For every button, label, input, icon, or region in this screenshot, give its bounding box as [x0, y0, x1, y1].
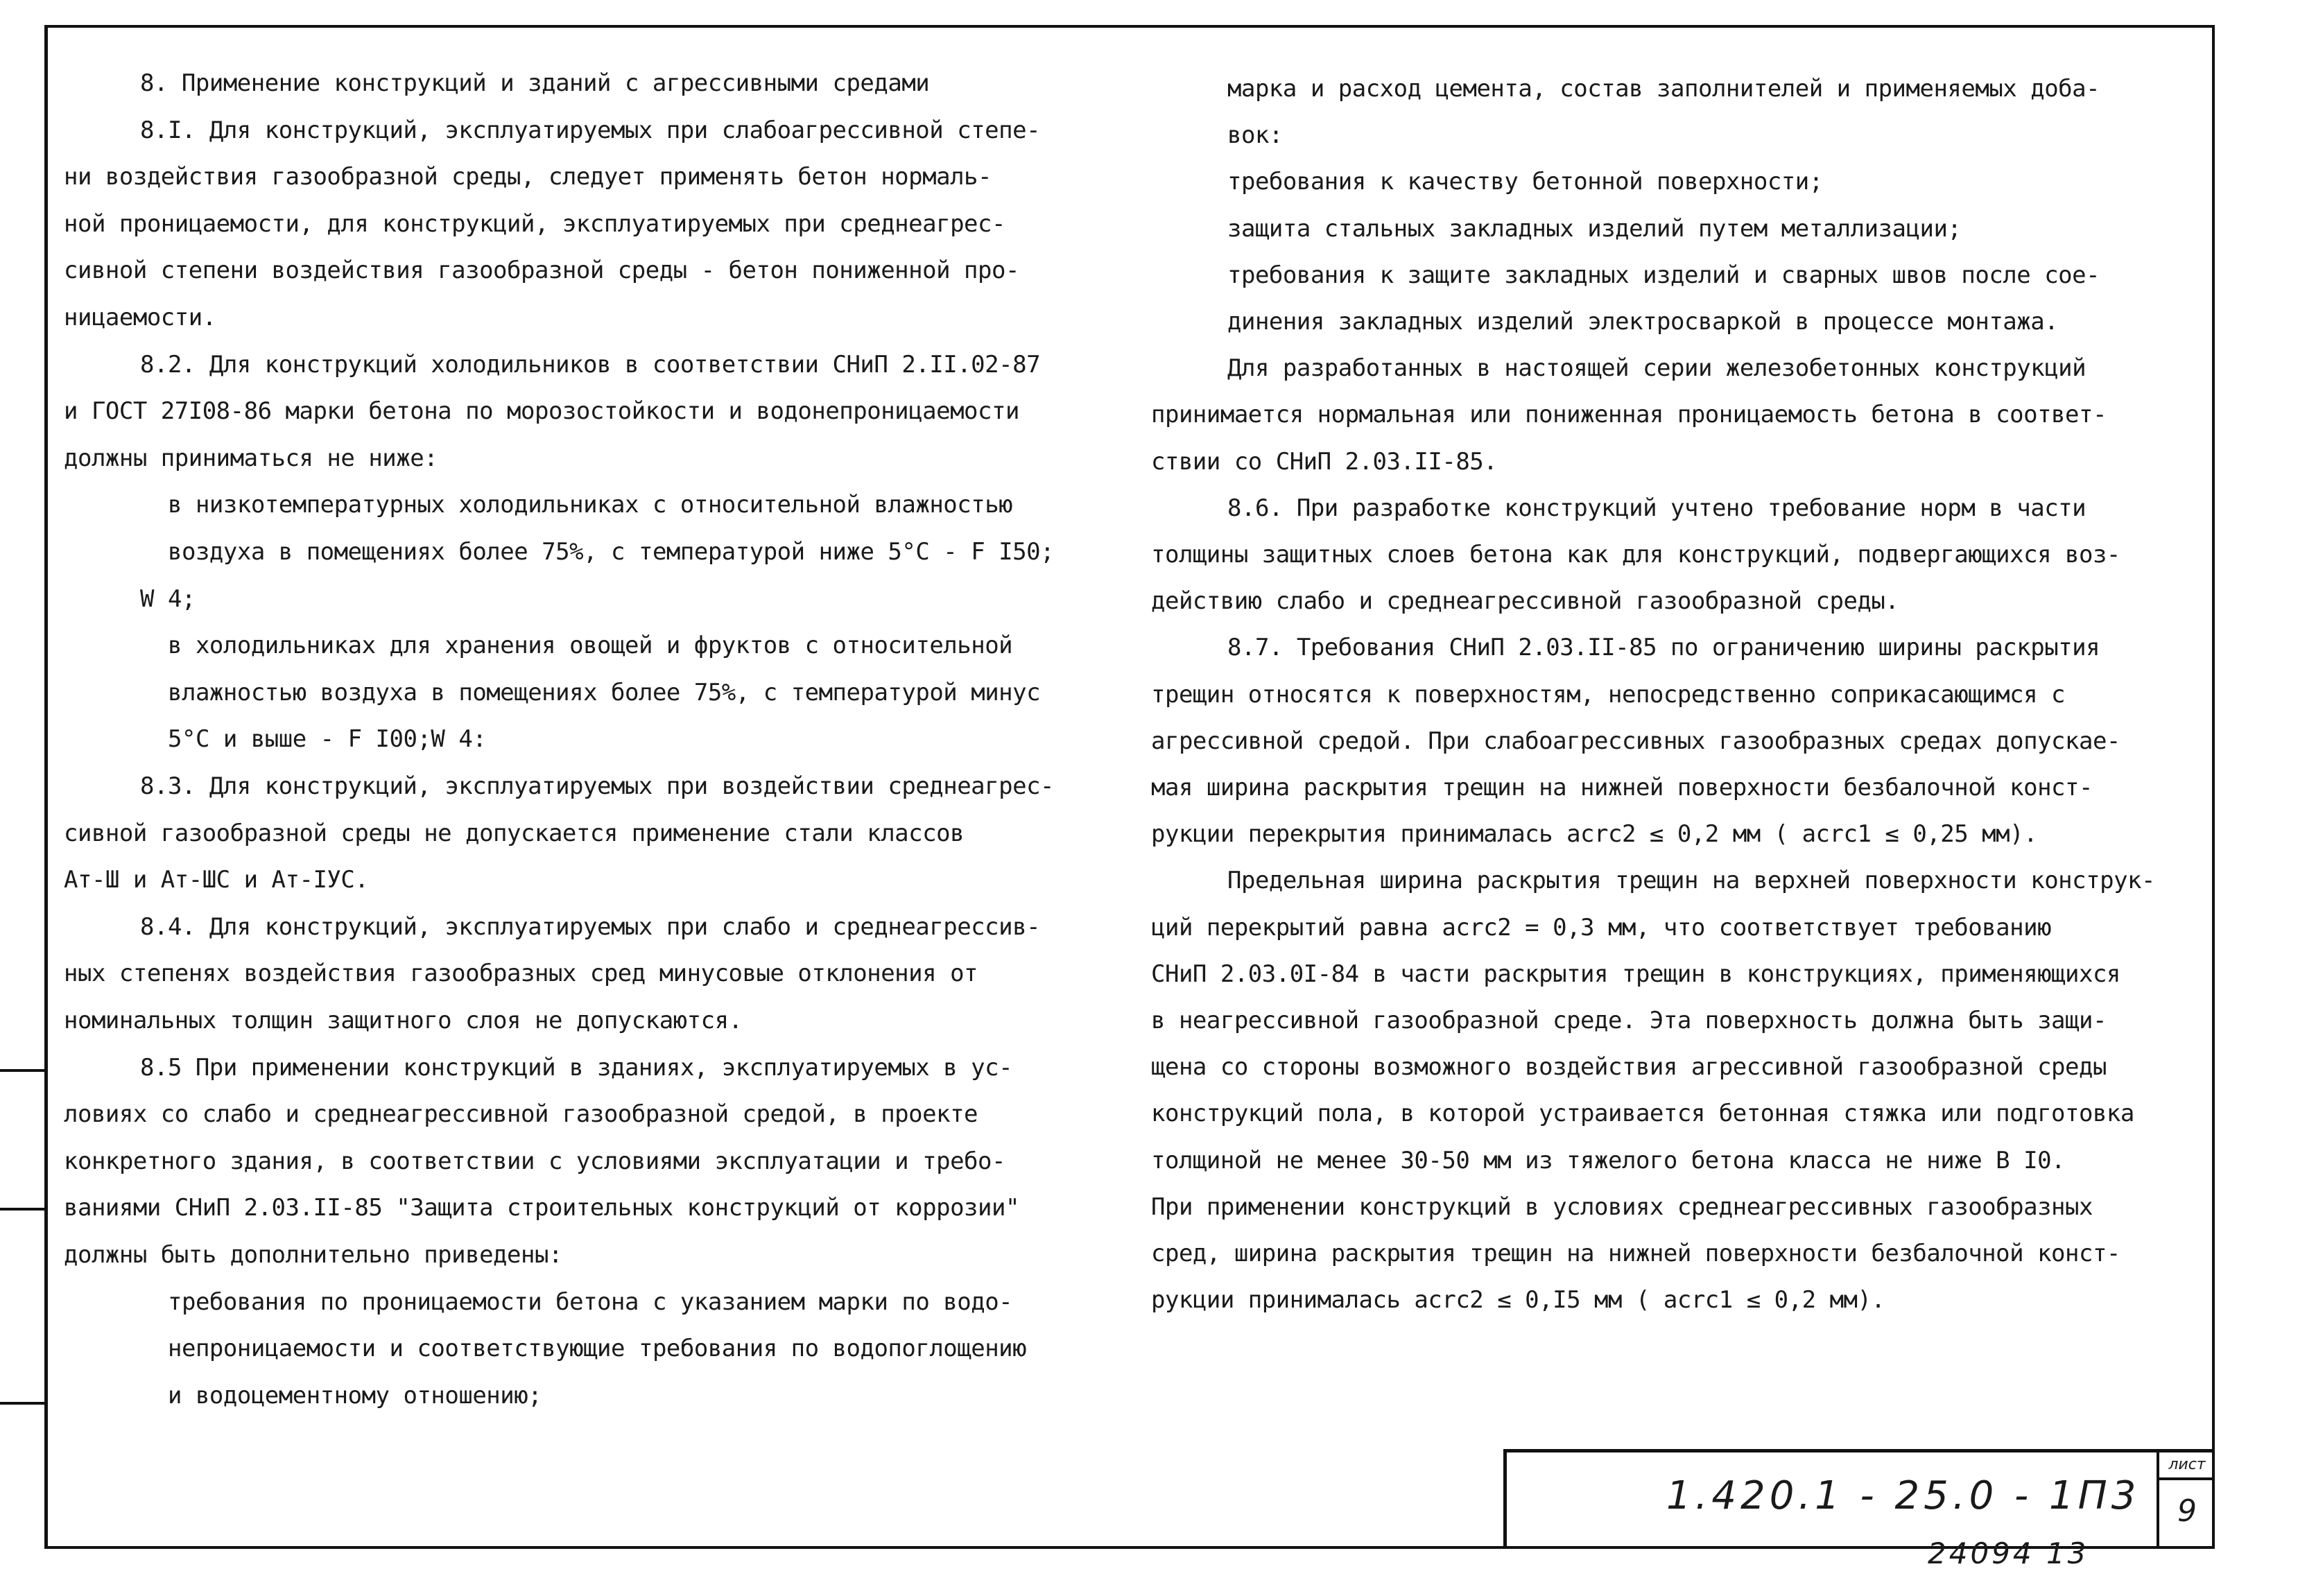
text-line: и ГОСТ 27I08-86 марки бетона по морозостойкости и водонепроницаемости [64, 397, 1019, 426]
text-line: должны приниматься не ниже: [64, 444, 438, 472]
text-line: рукции принималась acrc2 ≤ 0,I5 мм ( acrc1 ≤ 0,2 мм). [1151, 1286, 1885, 1315]
sheet-label: лист [2159, 1452, 2215, 1480]
archive-number: 24094 13 [1928, 1536, 2089, 1570]
sheet-cell [2157, 1452, 2215, 1549]
text-line: 8.3. Для конструкций, эксплуатируемых при воздействии среднеагрес- [140, 772, 1055, 800]
text-line: При применении конструкций в условиях среднеагрессивных газообразных [1151, 1192, 2093, 1221]
text-line: щена со стороны возможного воздействия агрессивной газообразной среды [1151, 1053, 2107, 1082]
text-line: в холодильниках для хранения овощей и фруктов с относительной [168, 632, 1013, 660]
text-line: влажностью воздуха в помещениях более 75%, с температурой минус [168, 678, 1041, 706]
text-line: 8.4. Для конструкций, эксплуатируемых при слабо и среднеагрессив- [140, 912, 1041, 941]
text-line: Предельная ширина раскрытия трещин на верхней поверхности конструк- [1227, 867, 2155, 895]
text-line: Ат-Ш и Ат-ШС и Ат-IУС. [64, 866, 369, 894]
text-line: ловиях со слабо и среднеагрессивной газообразной средой, в проекте [64, 1100, 978, 1129]
text-line: толщины защитных слоев бетона как для конструкций, подвергающихся воз- [1151, 541, 2120, 569]
text-line: требования к качеству бетонной поверхности; [1227, 168, 1823, 196]
text-line: динения закладных изделий электросваркой в процессе монтажа. [1227, 308, 2059, 336]
text-line: ной проницаемости, для конструкций, эксплуатируемых при среднеагрес- [64, 209, 1005, 238]
text-line: ствии со СНиП 2.03.II-85. [1151, 447, 1498, 476]
text-line: рукции перекрытия принималась acrc2 ≤ 0,2 мм ( acrc1 ≤ 0,25 мм). [1151, 820, 2038, 849]
text-line: мая ширина раскрытия трещин на нижней поверхности безбалочной конст- [1151, 774, 2093, 801]
text-line: ни воздействия газообразной среды, следует применять бетон нормаль- [64, 163, 992, 191]
margin-tick [0, 1208, 46, 1211]
text-line: действию слабо и среднеагрессивной газообразной среды. [1151, 587, 1899, 616]
text-line: и водоцементному отношению; [168, 1381, 542, 1409]
text-line: воздуха в помещениях более 75%, с температурой ниже 5°С - F I50; [168, 538, 1055, 566]
text-line: 8.6. При разработке конструкций учтено требование норм в части [1227, 494, 2086, 522]
text-line: сивной газообразной среды не допускается применение стали классов [64, 819, 965, 847]
text-line: ций перекрытий равна acrc2 = 0,3 мм, что соответствует требованию [1151, 913, 2052, 942]
text-line: 8.I. Для конструкций, эксплуатируемых при слабоагрессивной степе- [140, 116, 1041, 144]
text-line: номинальных толщин защитного слоя не допускаются. [64, 1007, 743, 1034]
text-line: толщиной не менее 30-50 мм из тяжелого бетона класса не ниже В I0. [1151, 1146, 2066, 1174]
text-line: принимается нормальная или пониженная проницаемость бетона в соответ- [1151, 401, 2107, 429]
text-line: ных степенях воздействия газообразных сред минусовые отклонения от [64, 960, 978, 988]
text-line: марка и расход цемента, состав заполнителей и применяемых доба- [1227, 75, 2100, 103]
text-line: защита стальных закладных изделий путем металлизации; [1227, 214, 1962, 243]
text-line: конкретного здания, в соответствии с условиями эксплуатации и требо- [64, 1147, 1005, 1175]
text-line: непроницаемости и соответствующие требования по водопоглощению [168, 1335, 1027, 1363]
text-line: конструкций пола, в которой устраивается бетонная стяжка или подготовка [1151, 1100, 2134, 1128]
text-line: сивной степени воздействия газообразной среды - бетон пониженной про- [64, 257, 1019, 285]
text-line: W 4; [140, 584, 196, 613]
text-line: в низкотемпературных холодильниках с относительной влажностью [168, 491, 1013, 519]
text-line: сред, ширина раскрытия трещин на нижней поверхности безбалочной конст- [1151, 1240, 2120, 1267]
text-line: ваниями СНиП 2.03.II-85 "Защита строительных конструкций от коррозии" [64, 1194, 1019, 1222]
text-line: ницаемости. [64, 304, 216, 331]
text-line: требования по проницаемости бетона с указанием марки по водо- [168, 1287, 1013, 1316]
text-line: вок: [1227, 121, 1283, 150]
text-line: 8. Применение конструкций и зданий с агрессивными средами [140, 69, 930, 97]
text-line: должны быть дополнительно приведены: [64, 1241, 562, 1269]
text-line: агрессивной средой. При слабоагрессивных газообразных средах допускае- [1151, 727, 2120, 755]
title-block [1503, 1449, 2215, 1549]
margin-tick [0, 1402, 46, 1405]
text-line: 8.5 При применении конструкций в зданиях, эксплуатируемых в ус- [140, 1053, 1013, 1082]
text-line: в неагрессивной газообразной среде. Эта поверхность должна быть защи- [1151, 1007, 2107, 1034]
text-line: 8.2. Для конструкций холодильников в соответствии СНиП 2.II.02-87 [140, 350, 1041, 379]
text-line: требования к защите закладных изделий и сварных швов после сое- [1227, 261, 2100, 289]
text-line: Для разработанных в настоящей серии железобетонных конструкций [1227, 354, 2086, 383]
text-line: 5°С и выше - F I00;W 4: [168, 725, 487, 754]
sheet-number: 9 [2177, 1493, 2197, 1529]
margin-tick [0, 1069, 46, 1072]
text-line: 8.7. Требования СНиП 2.03.II-85 по ограничению ширины раскрытия [1227, 634, 2100, 662]
text-line: трещин относятся к поверхностям, непосредственно соприкасающимся с [1151, 680, 2066, 709]
text-line: СНиП 2.03.0I-84 в части раскрытия трещин в конструкциях, применяющихся [1151, 960, 2120, 988]
document-code: 1.420.1 - 25.0 - 1П3 [1666, 1473, 2141, 1518]
